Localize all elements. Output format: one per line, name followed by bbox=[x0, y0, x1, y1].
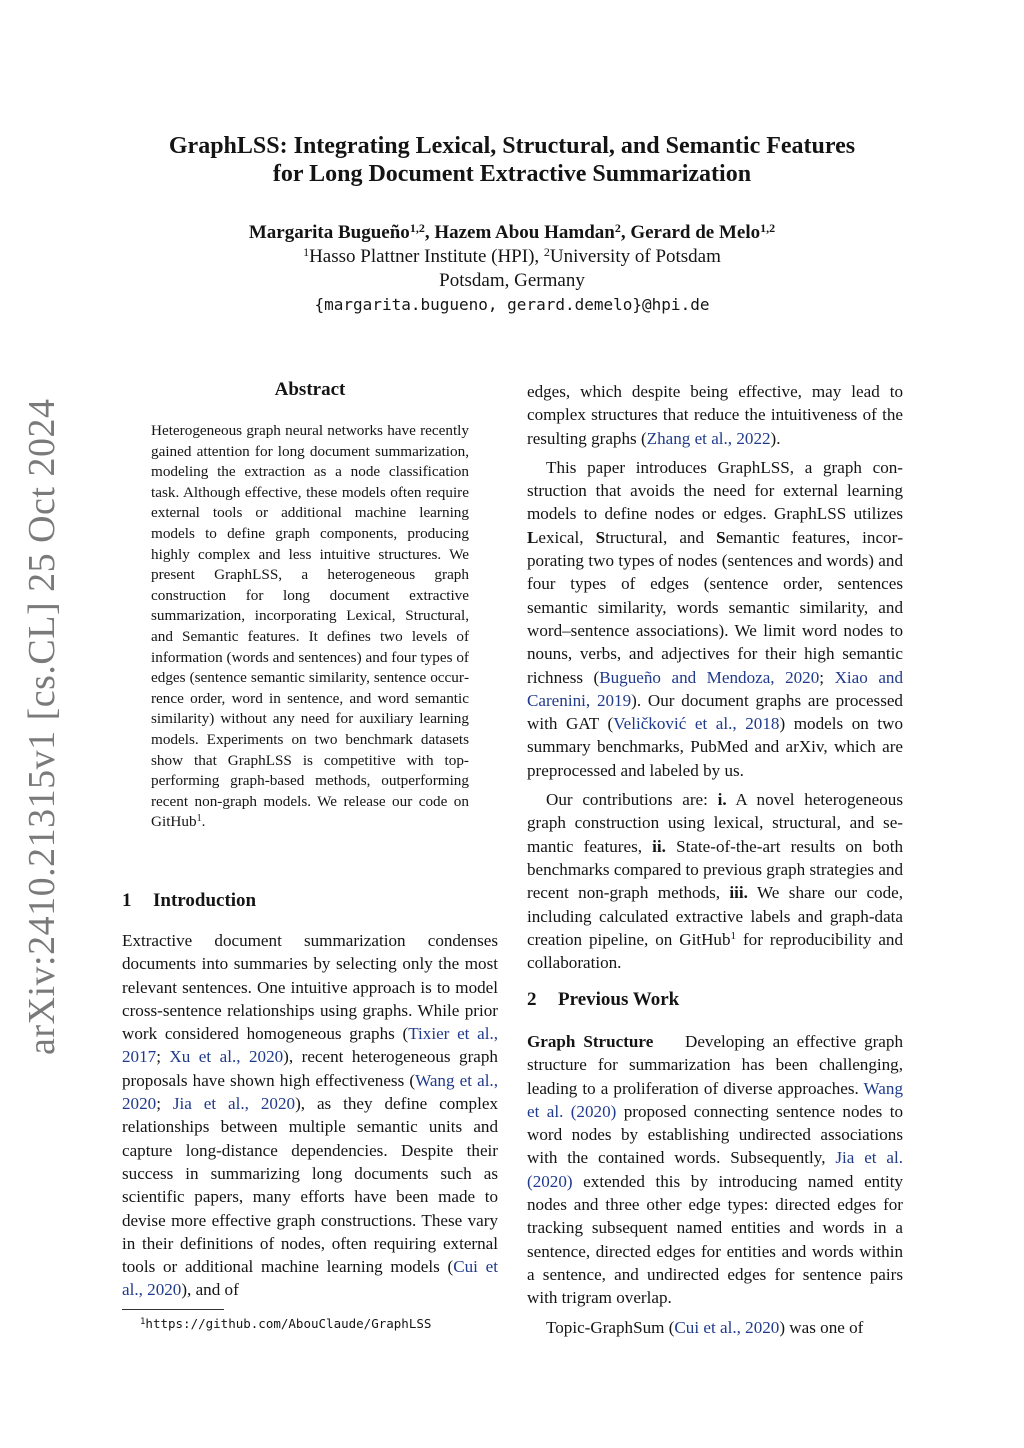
citation-link[interactable]: Wang et al. (2020) bbox=[527, 1078, 903, 1121]
right-column-text bbox=[527, 380, 903, 974]
footnote-mark[interactable]: 1 bbox=[196, 813, 202, 825]
citation-link[interactable]: Xiao and Carenini, 2019 bbox=[527, 667, 903, 710]
abstract-text bbox=[151, 421, 469, 833]
paragraph-2 bbox=[527, 456, 903, 782]
text-run: ) models on two summary benchmarks, PubMed and arXiv, which are preprocessed and labeled by us. bbox=[527, 714, 904, 780]
intro-paragraph bbox=[122, 929, 498, 1302]
author-3-affil: 1,2 bbox=[760, 221, 776, 235]
text-run: ). Our document graphs are processed with GAT ( bbox=[527, 690, 903, 734]
citation-link[interactable]: Wang et al., 2020 bbox=[122, 1070, 498, 1114]
section-heading-introduction bbox=[122, 890, 256, 912]
author-2: Hazem Abou Hamdan bbox=[434, 222, 615, 243]
title-line-2: for Long Document Extractive Summarization bbox=[272, 161, 752, 187]
text-run: Developing an effective graph structure for summarization has been challenging, leading to a proliferation of diverse approaches. bbox=[527, 1032, 903, 1098]
text-run: Extractive document summarization condenses documents into summaries by selecting only the most relevant sentences. One intuitive approach is to model cross-sentence relationships using graphs. While prior work considered homogeneous graphs ( bbox=[122, 931, 498, 1044]
text-run: tructural, and bbox=[605, 527, 717, 547]
introduction-text bbox=[122, 929, 498, 1302]
citation-link[interactable]: Jia et al. (2020) bbox=[527, 1148, 903, 1191]
text-run: ; bbox=[156, 1047, 170, 1067]
footnote-url-link[interactable]: https://github.com/AbouClaude/GraphLSS bbox=[145, 1316, 432, 1331]
text-run: Topic-GraphSum ( bbox=[546, 1317, 675, 1337]
previous-work-text bbox=[527, 1030, 903, 1339]
paragraph-1 bbox=[527, 380, 903, 450]
abstract-heading: Abstract bbox=[274, 379, 346, 400]
section-title: Introduction bbox=[153, 890, 257, 911]
author-emails: {margarita.bugueno, gerard.demelo}@hpi.de bbox=[314, 295, 710, 314]
text-run: ). bbox=[770, 428, 781, 448]
text-run: proposed connecting sentence nodes to word nodes by establishing undirected associations with the contained words. Subsequently, bbox=[527, 1101, 903, 1168]
text-run: for reproducibility and collaboration. bbox=[527, 929, 903, 973]
citation-link[interactable]: Bugueño and Mendoza, 2020 bbox=[599, 667, 820, 687]
citation-link[interactable]: Tixier et al., 2017 bbox=[122, 1024, 498, 1067]
affil-2: University of Potsdam bbox=[549, 246, 721, 267]
citation-link[interactable]: Veličković et al., 2018 bbox=[613, 714, 780, 734]
abstract-end: . bbox=[201, 813, 206, 831]
title-line-1: GraphLSS: Integrating Lexical, Structural, and Semantic Features bbox=[168, 133, 856, 159]
citation-link[interactable]: Jia et al., 2020 bbox=[172, 1094, 296, 1114]
author-1: Margarita Bugueño bbox=[248, 222, 410, 243]
text-run: We share our code, including calculated extractive labels and graph-data creation pipeline, on GitHub bbox=[527, 883, 904, 949]
affil-2-mark: 2 bbox=[543, 245, 550, 259]
text-run: ), recent heterogeneous graph proposals have shown high effectiveness ( bbox=[122, 1047, 498, 1090]
bold-letter: L bbox=[527, 527, 539, 547]
text-run: edges, which despite being effective, may lead to complex structures that reduce the intuitiveness of the resulting graphs ( bbox=[527, 382, 903, 448]
bold-enum: iii. bbox=[729, 883, 748, 903]
bold-enum: i. bbox=[717, 790, 727, 810]
citation-link[interactable]: Xu et al., 2020 bbox=[169, 1047, 284, 1067]
text-run: ; bbox=[156, 1094, 173, 1114]
text-run: A novel heterogeneous graph construction using lexical, structural, and semantic features, bbox=[527, 790, 903, 856]
text-run: ) was one of bbox=[779, 1317, 864, 1337]
run-in-heading: Graph Structure bbox=[527, 1032, 654, 1051]
author-2-affil: 2 bbox=[614, 221, 621, 235]
abstract-body: Heterogeneous graph neural networks have recently gained attention for long document summarization, modeling the extraction as a node classification task. Although effective, these models often require external tools or additional machine learning models to define graph components, producing highly complex and less intuitive structures. We present GraphLSS, a heterogeneous graph construction for long document extractive summarization, incorporating Lexical, Structural, and Semantic features. It defines two levels of information (words and sentences) and four types of edges (sentence semantic similarity, sentence occurrence order, word in sentence, and word semantic similarity) without any need for auxiliary learning models. Experiments on two benchmark datasets show that GraphLSS is competitive with top-performing graph-based methods, outperforming recent non-graph models. We release our code on GitHub bbox=[151, 422, 469, 831]
footnote-mark[interactable]: 1 bbox=[730, 929, 737, 942]
text-run: ), and of bbox=[181, 1280, 239, 1300]
text-run: ; bbox=[819, 667, 835, 687]
affiliations bbox=[100, 245, 924, 269]
graph-structure-paragraph bbox=[527, 1030, 903, 1310]
citation-link[interactable]: Cui et al., 2020 bbox=[122, 1257, 498, 1300]
text-run: exical, bbox=[538, 527, 596, 547]
footnote-number: 1 bbox=[140, 1317, 146, 1327]
bold-letter: S bbox=[716, 527, 726, 547]
bold-letter: S bbox=[595, 527, 606, 547]
arxiv-stamp: arXiv:2410.21315v1 [cs.CL] 25 Oct 2024 bbox=[21, 398, 63, 1055]
paragraph-3 bbox=[527, 788, 903, 974]
author-1-affil: 1,2 bbox=[409, 221, 425, 235]
text-run: emantic features, incorporating two types of nodes (sentences and words) and four types of edges (sentence order, sentences semantic similarity, words semantic similarity, and word–sentence associations). We limit word nodes to nouns, verbs, and adjectives for their high semantic richness ( bbox=[527, 527, 904, 687]
topic-graphsum-paragraph bbox=[527, 1316, 903, 1339]
text-run: ), as they define complex relationships between multiple semantic units and capture long-distance dependencies. Despite their success in summarizing long documents such as scientific papers, many efforts have been made to devise more effective graph constructions. These vary in their definitions of nodes, often requiring external tools or additional machine learning models ( bbox=[122, 1094, 498, 1277]
section-title: Previous Work bbox=[558, 989, 680, 1010]
author-3: Gerard de Melo bbox=[630, 222, 761, 243]
bold-enum: ii. bbox=[652, 836, 666, 856]
affil-1: Hasso Plattner Institute (HPI), bbox=[309, 246, 544, 267]
section-number: 1 bbox=[122, 890, 132, 911]
citation-link[interactable]: Zhang et al., 2022 bbox=[646, 428, 771, 448]
citation-link[interactable]: Cui et al., 2020 bbox=[674, 1317, 780, 1337]
section-number: 2 bbox=[527, 989, 537, 1010]
text-run: This paper introduces GraphLSS, a graph construction that avoids the need for external learning models to define nodes or edges. GraphLSS utilizes bbox=[527, 457, 903, 524]
section-heading-previous-work bbox=[527, 989, 679, 1011]
affil-1-mark: 1 bbox=[303, 245, 310, 259]
text-run: State-of-the-art results on both benchmarks compared to previous graph strategies and recent non-graph methods, bbox=[527, 836, 903, 903]
location: Potsdam, Germany bbox=[439, 270, 585, 291]
author-block bbox=[100, 221, 924, 317]
text-run: extended this by introducing named entity nodes and three other edge types: directed edges for tracking subsequent named entities and words in a sentence, directed edges for entities and words within a sentence, and undirected edges for sentence pairs with trigram overlap. bbox=[527, 1171, 903, 1308]
footnote bbox=[140, 1316, 431, 1331]
paper-title bbox=[100, 132, 924, 188]
author-names: Margarita Bugueño$^{1,2}$, Hazem Abou Hamdan$^2$, Gerard de Melo$^{1,2}$ bbox=[248, 221, 776, 243]
text-run: Our contributions are: bbox=[546, 790, 718, 810]
footnote-rule bbox=[122, 1309, 224, 1310]
